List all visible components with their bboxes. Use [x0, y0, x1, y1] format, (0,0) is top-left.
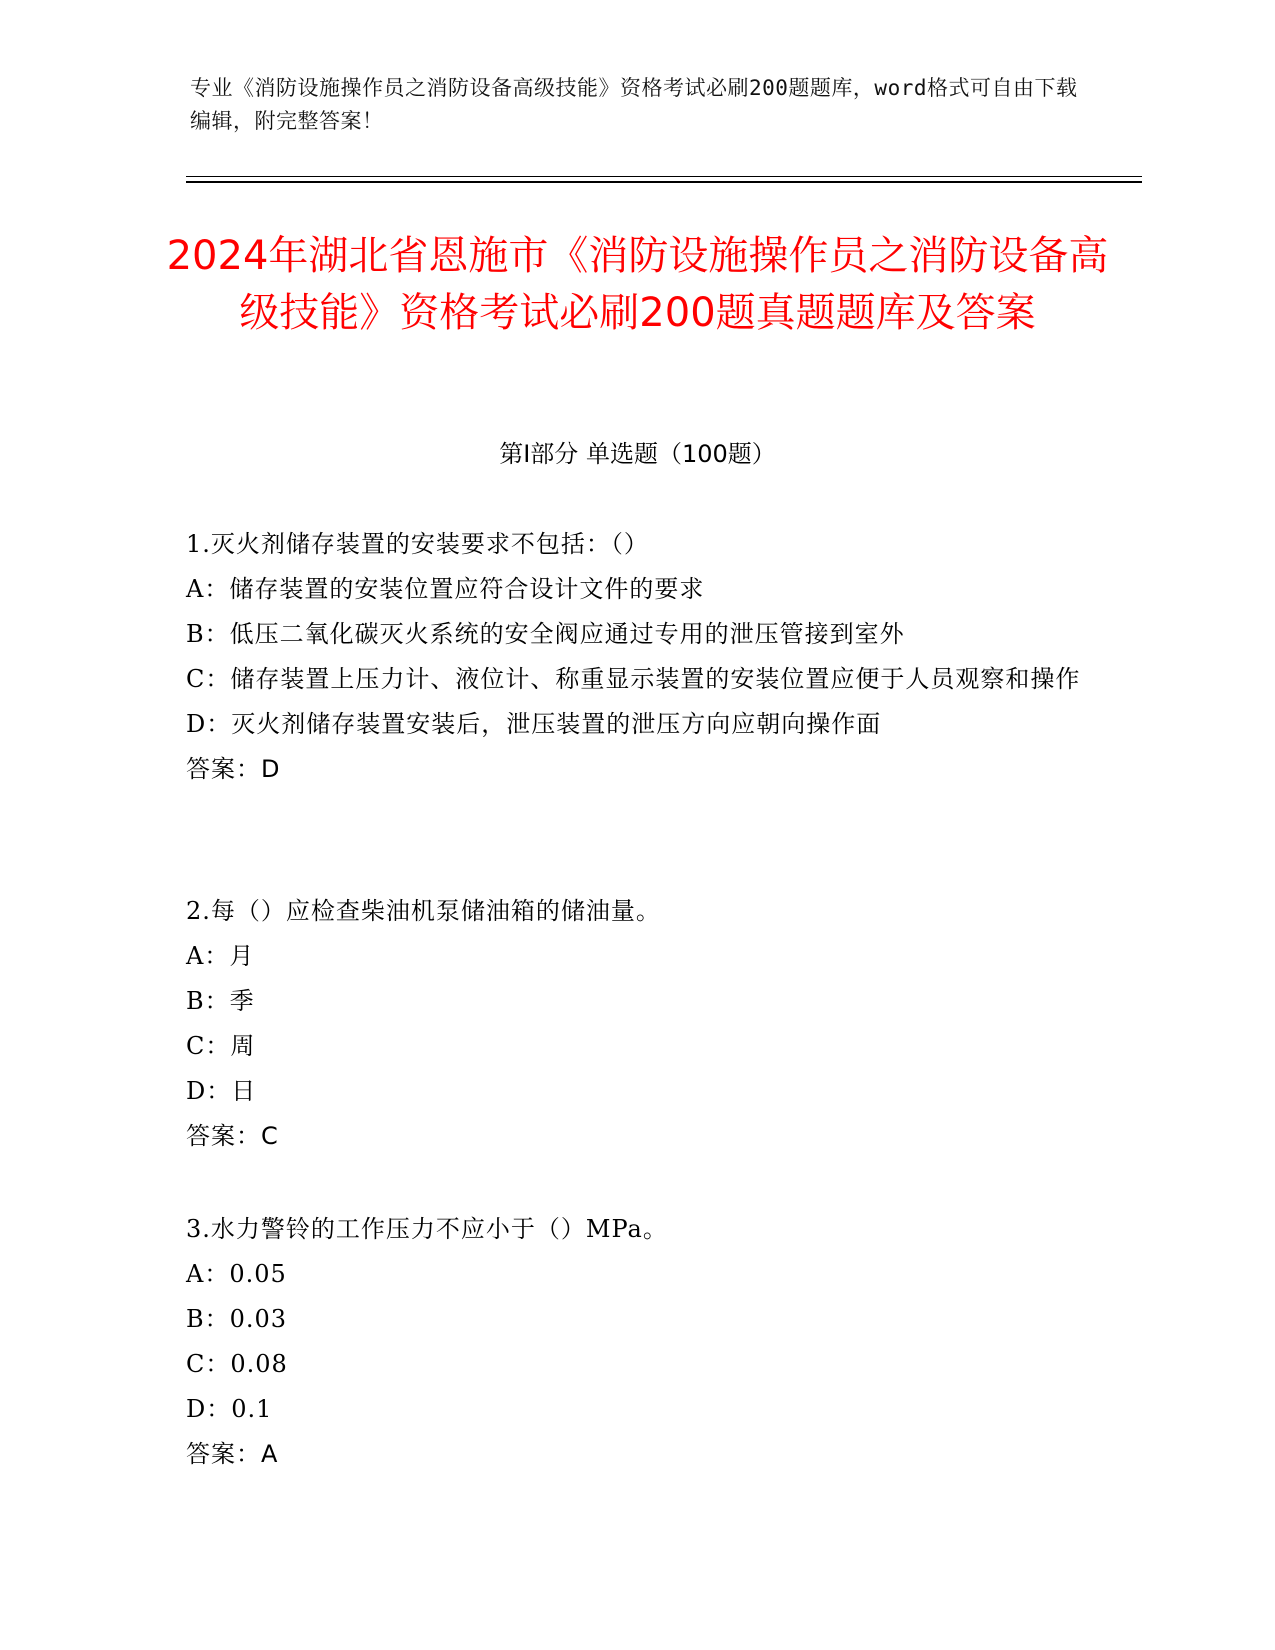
question-3	[186, 1207, 1086, 1477]
option-b: B：季	[186, 987, 255, 1015]
answer: 答案：C	[186, 1122, 279, 1150]
question-1	[186, 522, 1086, 792]
option-d: D：灭火剂储存装置安装后，泄压装置的泄压方向应朝向操作面	[186, 710, 882, 738]
option-c: C：0.08	[186, 1350, 288, 1378]
section-title: 第Ⅰ部分 单选题（100题）	[499, 440, 776, 468]
option-c: C：周	[186, 1032, 256, 1060]
question-stem: 3.水力警铃的工作压力不应小于（）MPa。	[186, 1215, 668, 1243]
option-a: A：月	[186, 942, 255, 970]
document-title: 2024年湖北省恩施市《消防设施操作员之消防设备高级技能》资格考试必刷200题真题题库及答案	[166, 233, 1109, 336]
option-a: A：0.05	[186, 1260, 287, 1288]
header-divider-thin	[186, 176, 1142, 177]
question-2	[186, 889, 1086, 1159]
option-a: A：储存装置的安装位置应符合设计文件的要求	[186, 575, 705, 603]
option-b: B：0.03	[186, 1305, 288, 1333]
option-d: D：日	[186, 1077, 257, 1105]
header-note: 专业《消防设施操作员之消防设备高级技能》资格考试必刷200题题库，word格式可自由下载编辑，附完整答案！	[190, 76, 1078, 133]
header-divider-thick	[186, 181, 1142, 183]
option-c: C：储存装置上压力计、液位计、称重显示装置的安装位置应便于人员观察和操作	[186, 665, 1081, 693]
answer: 答案：D	[186, 755, 281, 783]
option-d: D：0.1	[186, 1395, 273, 1423]
question-stem: 2.每（）应检查柴油机泵储油箱的储油量。	[186, 897, 661, 925]
question-stem: 1.灭火剂储存装置的安装要求不包括：（）	[186, 530, 649, 558]
answer: 答案：A	[186, 1440, 279, 1468]
option-b: B：低压二氧化碳灭火系统的安全阀应通过专用的泄压管接到室外	[186, 620, 905, 648]
